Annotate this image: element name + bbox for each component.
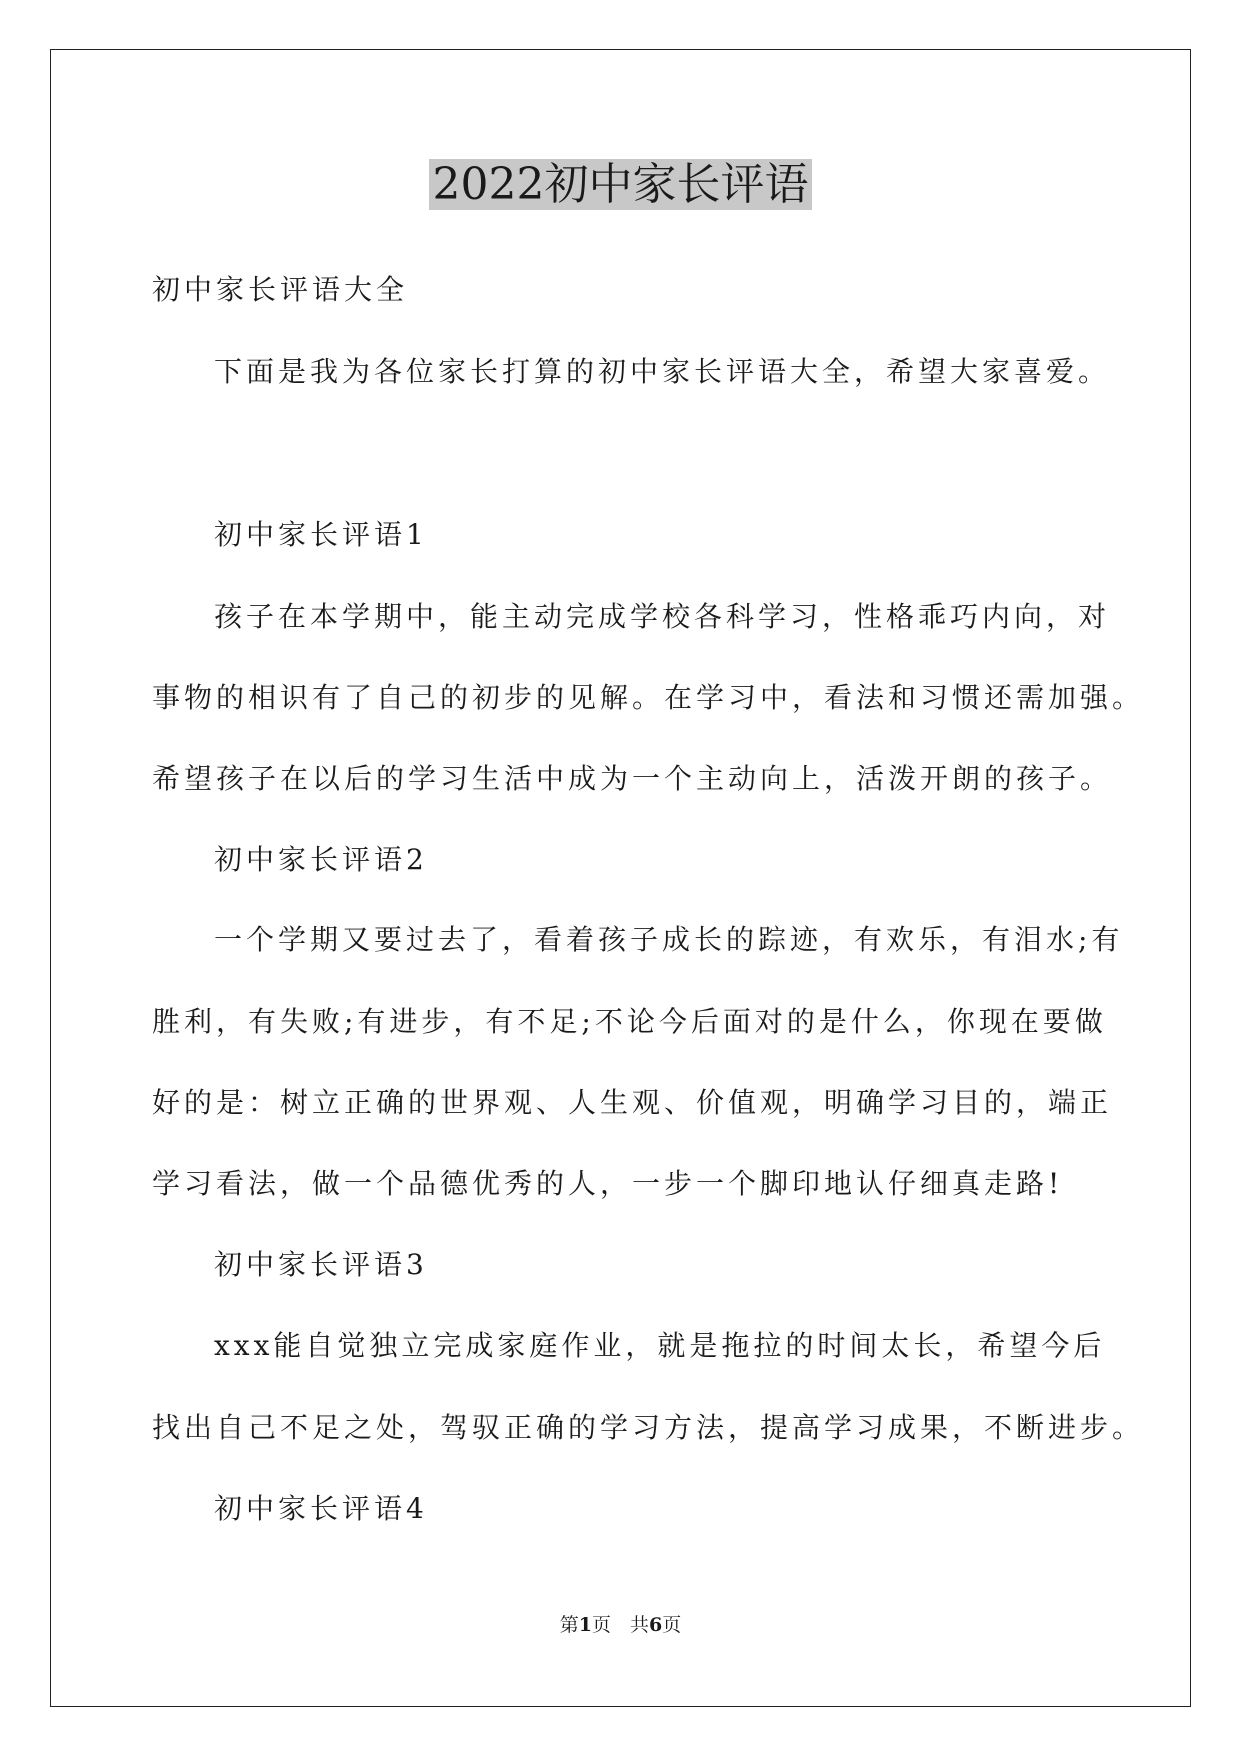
document-title-text: 2022初中家长评语 — [429, 159, 813, 210]
body-line: 希望孩子在以后的学习生活中成为一个主动向上，活泼开朗的孩子。 — [152, 762, 1113, 795]
intro-line: 下面是我为各位家长打算的初中家长评语大全，希望大家喜爱。 — [214, 355, 1111, 388]
section-heading-4: 初中家长评语4 — [214, 1492, 428, 1525]
body-line: xxx能自觉独立完成家庭作业，就是拖拉的时间太长，希望今后 — [214, 1329, 1106, 1362]
body-line: 好的是：树立正确的世界观、人生观、价值观，明确学习目的，端正 — [152, 1086, 1113, 1119]
footer-prefix: 第 — [559, 1614, 579, 1636]
body-line: 找出自己不足之处，驾驭正确的学习方法，提高学习成果，不断进步。 — [152, 1411, 1145, 1444]
section-heading-1: 初中家长评语1 — [214, 518, 428, 551]
body-line: 一个学期又要过去了，看着孩子成长的踪迹，有欢乐，有泪水;有 — [214, 923, 1124, 956]
body-line: 事物的相识有了自己的初步的见解。在学习中，看法和习惯还需加强。 — [152, 681, 1145, 714]
document-title — [0, 155, 1241, 215]
section-heading-3: 初中家长评语3 — [214, 1248, 428, 1281]
section-heading-2: 初中家长评语2 — [214, 843, 428, 876]
body-line: 学习看法，做一个品德优秀的人，一步一个脚印地认仔细真走路! — [152, 1167, 1064, 1200]
total-pages-number: 6 — [649, 1614, 663, 1636]
current-page-number: 1 — [578, 1614, 592, 1636]
body-line: 孩子在本学期中，能主动完成学校各科学习，性格乖巧内向，对 — [214, 600, 1111, 633]
footer-suffix: 页 — [662, 1614, 682, 1636]
footer-mid: 页 共 — [591, 1614, 649, 1636]
subtitle-line: 初中家长评语大全 — [152, 273, 409, 306]
body-line: 胜利，有失败;有进步，有不足;不论今后面对的是什么，你现在要做 — [152, 1005, 1107, 1038]
page-footer — [0, 1610, 1241, 1640]
